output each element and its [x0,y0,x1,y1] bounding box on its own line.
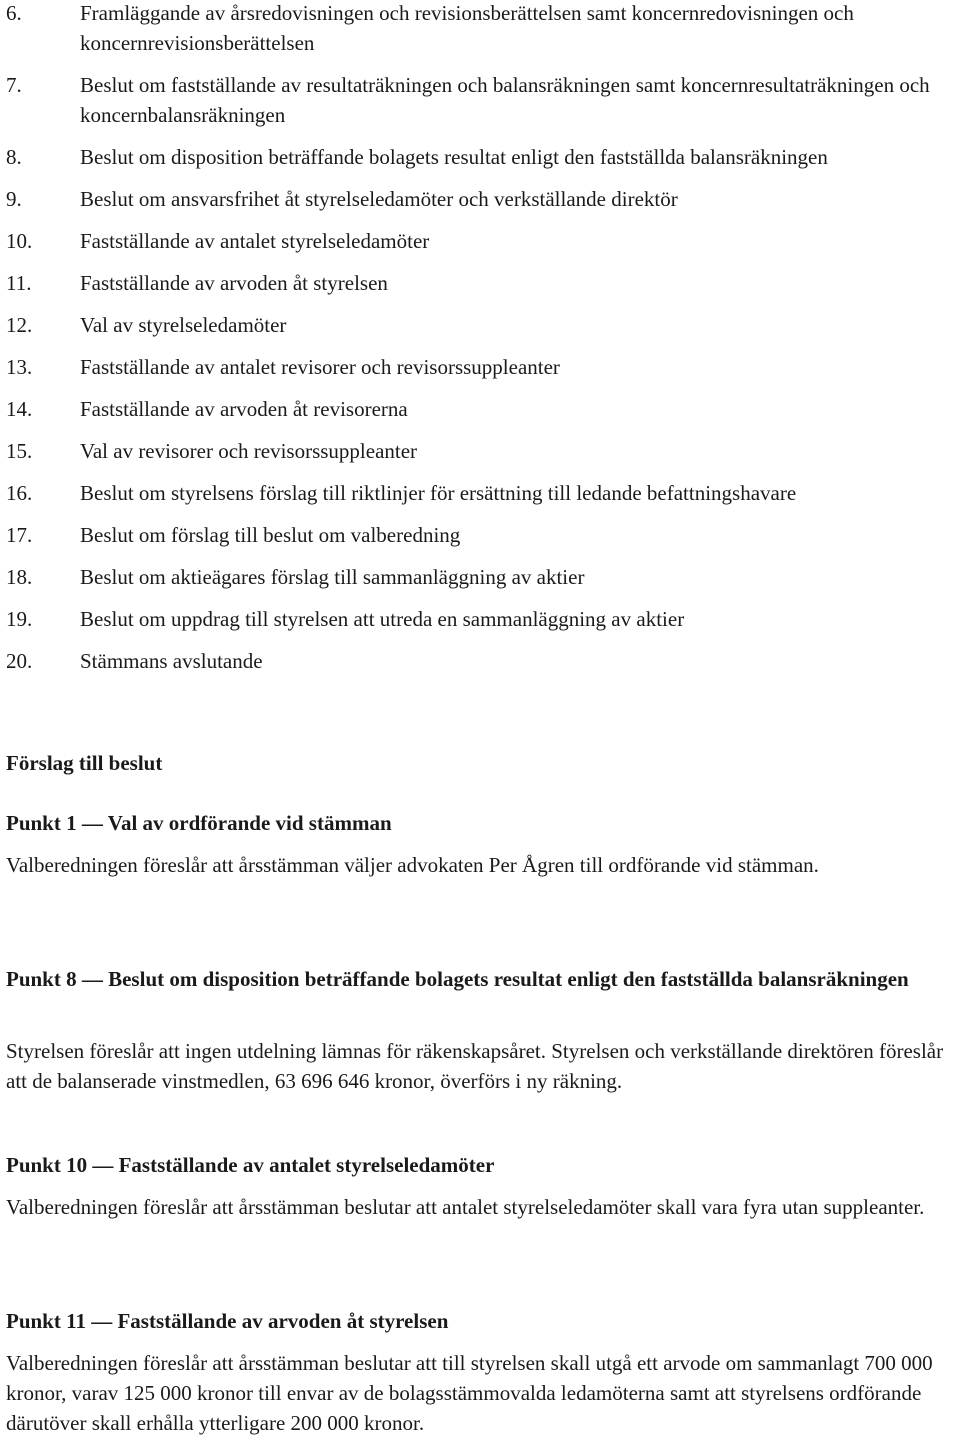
section-body: Valberedningen föreslår att årsstämman väljer advokaten Per Ågren till ordförande vid stämman. [6,853,819,877]
agenda-item-text: Fastställande av arvoden åt revisorerna [80,397,408,421]
agenda-item-number: 16. [6,481,33,505]
agenda-item [6,268,956,298]
agenda-item [6,520,956,550]
agenda-list [6,0,956,676]
agenda-item [6,646,956,676]
agenda-item-number: 15. [6,439,33,463]
agenda-item-number: 8. [6,145,22,169]
agenda-item [6,0,956,58]
agenda-item [6,562,956,592]
agenda-item-text: Beslut om fastställande av resultaträkningen och balansräkningen samt koncernresultaträkningen och koncernbalansräkningen [80,73,930,127]
agenda-item [6,184,956,214]
section-heading: Punkt 11 — Fastställande av arvoden åt styrelsen [6,1309,449,1333]
agenda-item-text: Val av revisorer och revisorssuppleanter [80,439,418,463]
agenda-item [6,352,956,382]
agenda-item-number: 7. [6,73,22,97]
agenda-item-text: Fastställande av antalet revisorer och revisorssuppleanter [80,355,560,379]
agenda-item-number: 13. [6,355,33,379]
section-heading: Punkt 1 — Val av ordförande vid stämman [6,811,392,835]
agenda-item-number: 10. [6,229,33,253]
agenda-item [6,604,956,634]
agenda-item [6,70,956,130]
agenda-item-number: 6. [6,1,22,25]
agenda-item-text: Beslut om disposition beträffande bolagets resultat enligt den fastställda balansräkningen [80,145,828,169]
agenda-item [6,310,956,340]
agenda-item-number: 9. [6,187,22,211]
agenda-item-number: 11. [6,271,32,295]
agenda-item [6,226,956,256]
agenda-item [6,436,956,466]
agenda-item-number: 20. [6,649,33,673]
agenda-item-text: Beslut om ansvarsfrihet åt styrelseledamöter och verkställande direktör [80,187,678,211]
agenda-item-text: Beslut om styrelsens förslag till riktlinjer för ersättning till ledande befattningshavare [80,481,797,505]
agenda-item-text: Beslut om uppdrag till styrelsen att utreda en sammanläggning av aktier [80,607,685,631]
section-body: Valberedningen föreslår att årsstämman beslutar att antalet styrelseledamöter skall vara fyra utan suppleanter. [6,1195,925,1219]
agenda-item-text: Stämmans avslutande [80,649,263,673]
agenda-item [6,142,956,172]
section-heading: Punkt 10 — Fastställande av antalet styrelseledamöter [6,1153,495,1177]
section-body: Styrelsen föreslår att ingen utdelning lämnas för räkenskapsåret. Styrelsen och verkställande direktören föreslår att de balanserade vinstmedlen, 63 696 646 kronor, överförs i ny räkning. [6,1039,944,1093]
agenda-item [6,394,956,424]
agenda-item-text: Fastställande av antalet styrelseledamöter [80,229,430,253]
proposals-heading: Förslag till beslut [6,751,163,775]
agenda-item-number: 12. [6,313,33,337]
agenda-item-text: Beslut om aktieägares förslag till sammanläggning av aktier [80,565,585,589]
agenda-item-number: 14. [6,397,33,421]
agenda-item-text: Framläggande av årsredovisningen och revisionsberättelsen samt koncernredovisningen och koncernrevisionsberättelsen [80,1,854,55]
agenda-item-text: Beslut om förslag till beslut om valberedning [80,523,461,547]
agenda-item-text: Val av styrelseledamöter [80,313,287,337]
agenda-item-number: 19. [6,607,33,631]
agenda-item-text: Fastställande av arvoden åt styrelsen [80,271,388,295]
agenda-item [6,478,956,508]
section-body: Valberedningen föreslår att årsstämman beslutar att till styrelsen skall utgå ett arvode om sammanlagt 700 000 kronor, varav 125 000 kronor till envar av de bolagsstämmovalda ledamöterna samt att styrelsens ordförande därutöver skall erhålla ytterligare 200 000 kronor. [6,1351,933,1435]
section-heading: Punkt 8 — Beslut om disposition beträffande bolagets resultat enligt den fastställda balansräkningen [6,967,909,991]
agenda-item-number: 17. [6,523,33,547]
agenda-item-number: 18. [6,565,33,589]
